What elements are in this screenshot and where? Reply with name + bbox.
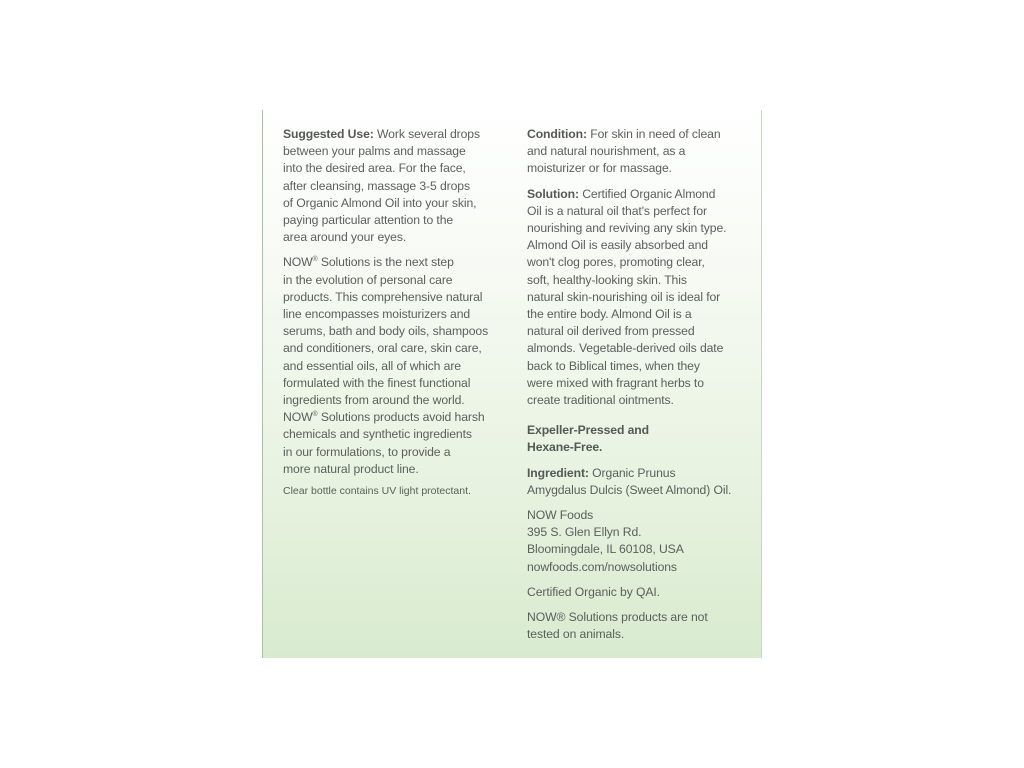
about-line: more natural product line.	[283, 461, 419, 476]
animal-testing-line: tested on animals.	[527, 627, 625, 642]
product-label-panel	[262, 110, 762, 658]
solution-line: nourishing and reviving any skin type.	[527, 221, 727, 236]
solution-line: Oil is a natural oil that's perfect for	[527, 203, 707, 218]
about-text: Solutions products avoid harsh	[317, 410, 485, 425]
solution-line: soft, healthy-looking skin. This	[527, 272, 687, 287]
condition-line: and natural nourishment, as a	[527, 144, 686, 159]
solution-line: natural skin-nourishing oil is ideal for	[527, 289, 721, 304]
brand-name: NOW	[283, 255, 313, 270]
about-paragraph	[283, 254, 495, 478]
suggested-use-line: into the desired area. For the face,	[283, 161, 466, 176]
company-website: nowfoods.com/nowsolutions	[527, 559, 677, 574]
condition-text: For skin in need of clean	[590, 127, 721, 141]
company-city: Bloomingdale, IL 60108, USA	[527, 542, 684, 557]
condition-paragraph	[527, 126, 741, 178]
suggested-use-paragraph	[283, 126, 495, 246]
expeller-line: Expeller-Pressed and	[527, 423, 649, 438]
suggested-use-line: area around your eyes.	[283, 230, 407, 245]
solution-line: natural oil derived from pressed	[527, 324, 695, 339]
about-line: formulated with the finest functional	[283, 375, 471, 390]
expeller-pressed-heading	[527, 422, 741, 456]
suggested-use-line: paying particular attention to the	[283, 213, 454, 228]
about-line: in the evolution of personal care	[283, 272, 453, 287]
brand-name: NOW	[283, 410, 313, 425]
company-address	[527, 507, 741, 576]
suggested-use-line: between your palms and massage	[283, 144, 466, 159]
about-line: and conditioners, oral care, skin care,	[283, 341, 482, 356]
suggested-use-label: Suggested Use:	[283, 127, 374, 141]
solution-line: were mixed with fragrant herbs to	[527, 375, 704, 390]
uv-protectant-note: Clear bottle contains UV light protectant.	[283, 485, 471, 498]
left-column	[283, 126, 495, 506]
ingredient-line: Amygdalus Dulcis (Sweet Almond) Oil.	[527, 482, 732, 497]
animal-testing-line: NOW® Solutions products are not	[527, 610, 708, 625]
solution-line: the entire body. Almond Oil is a	[527, 307, 692, 322]
about-text: Solutions is the next step	[317, 255, 454, 270]
about-line: in our formulations, to provide a	[283, 444, 451, 459]
ingredient-paragraph	[527, 465, 741, 499]
registered-mark: ®	[312, 256, 318, 264]
about-line: products. This comprehensive natural	[283, 289, 483, 304]
animal-testing-note	[527, 609, 741, 643]
solution-label: Solution:	[527, 186, 579, 201]
about-line: serums, bath and body oils, shampoos	[283, 324, 489, 339]
right-column	[527, 126, 741, 651]
expeller-line: Hexane-Free.	[527, 440, 603, 455]
ingredient-text: Organic Prunus	[592, 465, 676, 480]
about-line: ingredients from around the world.	[283, 393, 465, 408]
ingredient-label: Ingredient:	[527, 465, 589, 480]
company-name: NOW Foods	[527, 508, 594, 523]
solution-line: won't clog pores, promoting clear,	[527, 255, 705, 270]
about-line: chemicals and synthetic ingredients	[283, 427, 472, 442]
registered-mark: ®	[312, 411, 318, 419]
solution-line: create traditional ointments.	[527, 393, 674, 408]
about-line: and essential oils, all of which are	[283, 358, 461, 373]
suggested-use-line: after cleansing, massage 3-5 drops	[283, 178, 470, 193]
solution-line: back to Biblical times, when they	[527, 358, 700, 373]
condition-line: moisturizer or for massage.	[527, 161, 672, 176]
company-street: 395 S. Glen Ellyn Rd.	[527, 525, 642, 540]
solution-line: almonds. Vegetable-derived oils date	[527, 341, 724, 356]
solution-line: Almond Oil is easily absorbed and	[527, 238, 708, 253]
condition-label: Condition:	[527, 127, 587, 141]
suggested-use-line: of Organic Almond Oil into your skin,	[283, 195, 477, 210]
solution-paragraph	[527, 186, 741, 410]
solution-text: Certified Organic Almond	[582, 186, 716, 201]
certified-organic-text: Certified Organic by QAI.	[527, 584, 660, 599]
about-line: line encompasses moisturizers and	[283, 307, 471, 322]
suggested-use-text: Work several drops	[377, 127, 480, 141]
